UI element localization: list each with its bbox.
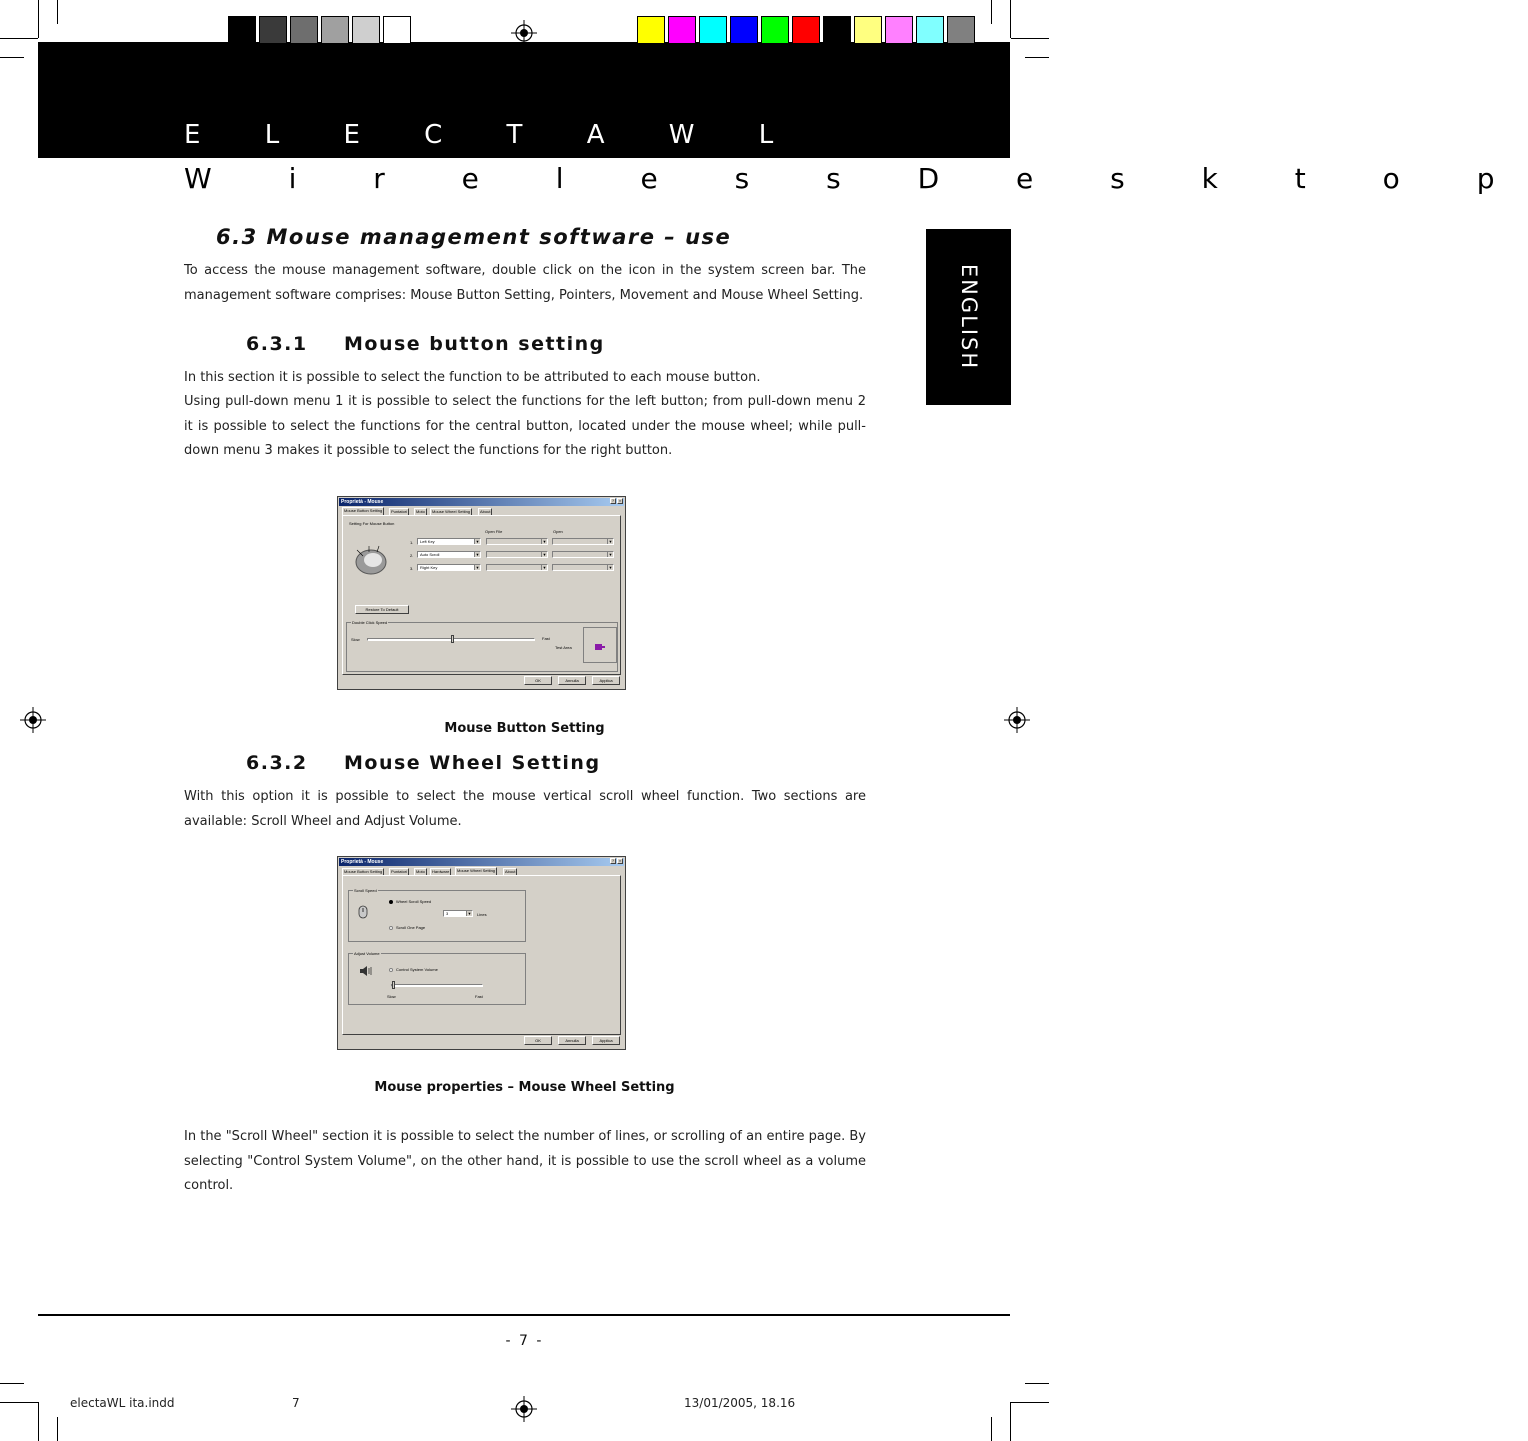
open-select[interactable] xyxy=(552,538,614,545)
color-swatch xyxy=(699,16,727,44)
subsection-heading-mouse-button xyxy=(246,333,605,355)
open-file-select[interactable] xyxy=(486,564,548,571)
test-object-icon xyxy=(594,642,606,652)
paragraph: In the "Scroll Wheel" section it is possible to select the number of lines, or scrolling of an entire page. By selecting "Control System Volume", on the other hand, it is possible to use the scroll wheel as a volume control. xyxy=(184,1129,866,1193)
double-click-speed-group xyxy=(346,622,618,672)
chevron-down-icon: ▼ xyxy=(542,539,547,544)
color-swatch xyxy=(947,16,975,44)
subsection-heading-mouse-wheel xyxy=(246,752,601,774)
crop-mark xyxy=(1025,57,1049,58)
chevron-down-icon: ▼ xyxy=(475,552,480,557)
tab-motion[interactable]: Moto xyxy=(416,869,425,874)
help-button[interactable]: ? xyxy=(611,498,615,503)
button1-value: Left Key xyxy=(420,539,435,544)
gray-swatch xyxy=(352,16,380,44)
restore-default-button[interactable]: Restore To Default xyxy=(355,605,409,614)
slow-label: Slow xyxy=(351,637,360,642)
open-select[interactable] xyxy=(552,551,614,558)
wheel-icon xyxy=(357,905,369,919)
brand-subtitle: W i r e l e s s D e s k t o p xyxy=(184,162,1528,195)
scroll-speed-group xyxy=(348,890,526,942)
group-label: Adjust Volume xyxy=(354,951,380,956)
color-swatch xyxy=(854,16,882,44)
language-label: ENGLISH xyxy=(956,263,981,371)
chevron-down-icon: ▼ xyxy=(467,911,472,916)
crop-mark xyxy=(991,1417,992,1441)
crop-mark xyxy=(57,0,58,24)
color-swatch xyxy=(637,16,665,44)
scroll-one-page-label: Scroll One Page xyxy=(396,925,426,930)
volume-slider-thumb[interactable] xyxy=(392,981,395,989)
tab-about[interactable]: About xyxy=(505,869,516,874)
chevron-down-icon: ▼ xyxy=(608,539,613,544)
brand-title: E L E C T A W L xyxy=(184,120,802,150)
tab-mouse-wheel-setting[interactable]: Mouse Wheel Setting xyxy=(457,868,496,873)
button2-value: Auto Scroll xyxy=(420,552,440,557)
slug-filename: electaWL ita.indd xyxy=(70,1396,175,1410)
mouse-button-dialog xyxy=(337,496,626,690)
crop-mark xyxy=(38,0,39,38)
tab-mouse-wheel-setting[interactable]: Mouse Wheel Setting xyxy=(432,509,471,514)
crop-mark xyxy=(0,38,38,39)
ok-button[interactable]: OK xyxy=(524,1036,552,1045)
gray-swatch xyxy=(383,16,411,44)
chevron-down-icon: ▼ xyxy=(608,565,613,570)
page-number: - 7 - xyxy=(505,1333,544,1349)
subsection-title: Mouse Wheel Setting xyxy=(344,752,601,774)
subsection-number: 6.3.1 xyxy=(246,333,308,355)
button3-value: Right Key xyxy=(420,565,438,570)
wheel-scroll-speed-label: Wheel Scroll Speed xyxy=(396,899,432,904)
paragraph: Using pull-down menu 1 it is possible to select the functions for the left button; from pull-down menu 2 it is possible to select the functions for the central button, located under the mouse wheel; while pull-down menu 3 makes it possible to select the functions for the right button. xyxy=(184,394,866,458)
test-area[interactable] xyxy=(583,627,617,663)
crop-mark xyxy=(1010,1402,1011,1441)
crop-mark xyxy=(1011,1402,1049,1403)
button2-select[interactable] xyxy=(417,551,481,558)
tab-mouse-button-setting[interactable]: Mouse Button Setting xyxy=(344,869,383,874)
figure-caption: Mouse Button Setting xyxy=(444,721,605,736)
group-label: Scroll Speed xyxy=(354,888,377,893)
mouse-icon xyxy=(351,542,391,578)
volume-slider-track[interactable] xyxy=(391,984,483,987)
gray-swatch xyxy=(228,16,256,44)
color-swatch xyxy=(823,16,851,44)
control-volume-label: Control System Volume xyxy=(396,967,438,972)
wheel-scroll-speed-radio[interactable] xyxy=(389,900,393,904)
button1-select[interactable] xyxy=(417,538,481,545)
apply-button[interactable]: Applica xyxy=(592,676,620,685)
row-number: 1. xyxy=(410,540,414,545)
scroll-one-page-radio[interactable] xyxy=(389,926,393,930)
figure-caption: Mouse properties – Mouse Wheel Setting xyxy=(374,1080,675,1095)
section-title: 6.3 Mouse management software – use xyxy=(216,225,732,249)
column-open-file: Open File xyxy=(485,529,503,534)
open-select[interactable] xyxy=(552,564,614,571)
row-number: 3. xyxy=(410,566,414,571)
slug-date: 13/01/2005, 18.16 xyxy=(684,1396,796,1410)
subsection-title: Mouse button setting xyxy=(344,333,605,355)
crop-mark xyxy=(1010,0,1011,38)
ok-button[interactable]: OK xyxy=(524,676,552,685)
gray-swatch xyxy=(290,16,318,44)
crop-mark xyxy=(1011,38,1049,39)
gray-swatch xyxy=(321,16,349,44)
tab-hardware[interactable]: Hardware xyxy=(432,869,450,874)
tab-pointers[interactable]: Puntatori xyxy=(391,509,408,514)
lines-value: 3 xyxy=(446,911,449,916)
button3-select[interactable] xyxy=(417,564,481,571)
gray-swatch xyxy=(259,16,287,44)
chevron-down-icon: ▼ xyxy=(475,565,480,570)
mouse-wheel-dialog xyxy=(337,856,626,1050)
crop-mark xyxy=(0,1402,38,1403)
chevron-down-icon: ▼ xyxy=(608,552,613,557)
control-volume-radio[interactable] xyxy=(389,968,393,972)
cancel-button[interactable]: Annulla xyxy=(558,676,586,685)
color-swatch xyxy=(730,16,758,44)
subsection-number: 6.3.2 xyxy=(246,752,308,774)
cancel-button[interactable]: Annulla xyxy=(558,1036,586,1045)
open-file-select[interactable] xyxy=(486,538,548,545)
test-area-label: Test Area xyxy=(555,645,572,650)
close-icon[interactable]: × xyxy=(618,498,622,503)
crop-mark xyxy=(57,1417,58,1441)
tab-mouse-button-setting[interactable]: Mouse Button Setting xyxy=(344,508,383,513)
crop-mark xyxy=(38,1402,39,1441)
crop-mark xyxy=(1025,1383,1049,1384)
adjust-volume-group xyxy=(348,953,526,1005)
paragraph: With this option it is possible to select the mouse vertical scroll wheel function. Two sections are available: Scroll Wheel and Adjust Volume. xyxy=(184,789,866,829)
lines-label: Lines xyxy=(477,912,487,917)
paragraph: In this section it is possible to select the function to be attributed to each mouse button. xyxy=(184,370,761,385)
color-swatch xyxy=(668,16,696,44)
color-swatch xyxy=(885,16,913,44)
open-file-select[interactable] xyxy=(486,551,548,558)
language-tab xyxy=(926,229,1011,405)
tab-about[interactable]: About xyxy=(480,509,491,514)
group-label: Setting For Mouse Button xyxy=(349,521,395,526)
chevron-down-icon: ▼ xyxy=(542,565,547,570)
lines-select[interactable] xyxy=(443,910,473,917)
group-label: Double Click Speed xyxy=(352,620,388,625)
help-button[interactable]: ? xyxy=(611,858,615,863)
slug-page: 7 xyxy=(292,1396,300,1410)
registration-mark-icon xyxy=(511,20,537,46)
crop-mark xyxy=(991,0,992,24)
fast-label: Fast xyxy=(542,636,550,641)
registration-mark-icon xyxy=(511,1396,537,1422)
row-number: 2. xyxy=(410,553,414,558)
chevron-down-icon: ▼ xyxy=(475,539,480,544)
footer-rule xyxy=(38,1314,1010,1316)
tab-panel xyxy=(342,875,621,1035)
tab-pointers[interactable]: Puntatori xyxy=(391,869,408,874)
section-intro: To access the mouse management software, double click on the icon in the system screen bar. The management software comprises: Mouse Button Setting, Pointers, Movement and Mouse Wheel Setting. xyxy=(184,263,866,303)
double-click-slider-thumb[interactable] xyxy=(451,635,454,643)
close-icon[interactable]: × xyxy=(618,858,622,863)
fast-label: Fast xyxy=(475,994,483,999)
tab-motion[interactable]: Moto xyxy=(416,509,425,514)
dialog-titlebar: Proprietà - Mouse xyxy=(339,858,624,866)
slow-label: Slow xyxy=(387,994,396,999)
column-open: Open xyxy=(553,529,563,534)
crop-mark xyxy=(0,57,24,58)
apply-button[interactable]: Applica xyxy=(592,1036,620,1045)
crop-mark xyxy=(0,1383,24,1384)
chevron-down-icon: ▼ xyxy=(542,552,547,557)
tab-panel xyxy=(342,515,621,675)
speaker-icon xyxy=(359,966,373,976)
dialog-titlebar: Proprietà - Mouse xyxy=(339,498,624,506)
color-swatch xyxy=(761,16,789,44)
color-swatch xyxy=(916,16,944,44)
color-swatch xyxy=(792,16,820,44)
